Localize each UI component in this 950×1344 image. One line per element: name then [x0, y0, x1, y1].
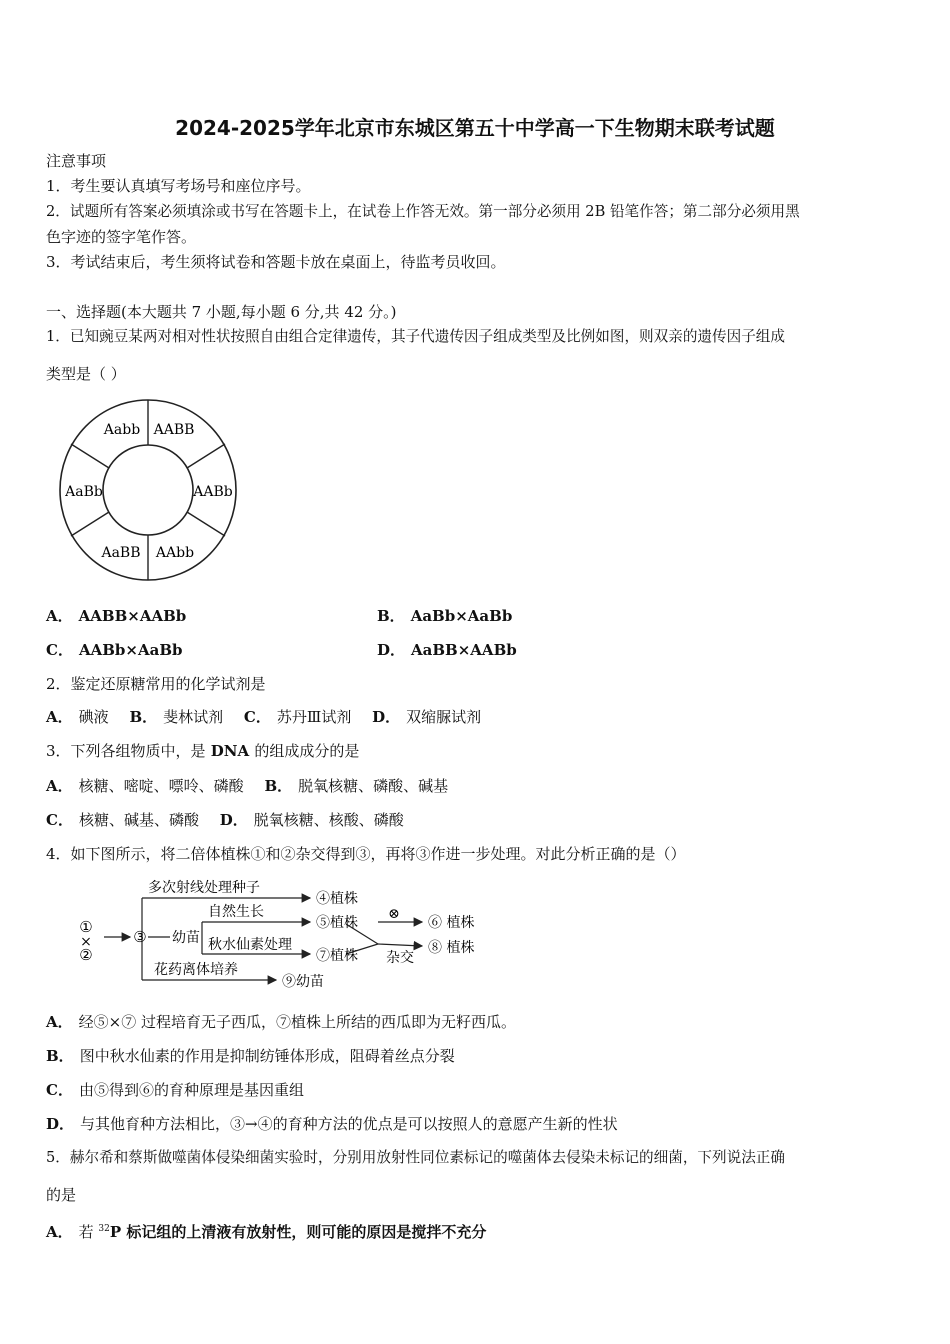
- parent-1: ①: [79, 918, 93, 936]
- option-c[interactable]: [46, 1080, 304, 1100]
- option-text: P 标记组的上清液有放射性，则可能的原因是搅拌不充分: [109, 1223, 487, 1241]
- crossing-label: 杂交: [386, 950, 414, 966]
- option-text: 与其他育种方法相比，③→④的育种方法的优点是可以按照人的意愿产生新的性状: [80, 1115, 618, 1133]
- option-text: 苏丹Ⅲ试剂: [276, 708, 352, 726]
- option-text: 经⑤×⑦ 过程培育无子西瓜，⑦植株上所结的西瓜即为无籽西瓜。: [78, 1013, 516, 1031]
- option-text: 核糖、嘧啶、嘌呤、磷酸: [78, 777, 244, 795]
- hybrid-3: ③: [133, 928, 147, 946]
- ring-label-aabb-upper: AABB: [153, 422, 195, 438]
- result-6: ⑥ 植株: [428, 915, 475, 931]
- question-1-text-cont: 类型是（ ）: [46, 365, 126, 383]
- question-5-text-cont: 的是: [46, 1186, 77, 1204]
- option-c[interactable]: [244, 708, 351, 726]
- branch-natural-label: 自然生长: [208, 904, 264, 920]
- branch-colchicine-result: ⑦植株: [316, 948, 358, 964]
- option-text: AaBb×AaBb: [410, 607, 513, 625]
- question-stem: 下列各组物质中，是: [70, 742, 206, 760]
- question-3-text: [46, 741, 359, 761]
- ring-label-bottom-right: AAbb: [155, 545, 195, 561]
- seedling-label: 幼苗: [172, 930, 200, 946]
- question-5-text: [46, 1148, 785, 1168]
- question-stem-bold: DNA: [205, 742, 255, 760]
- option-text: AABb×AaBb: [78, 641, 183, 659]
- option-a[interactable]: [46, 1012, 516, 1032]
- page-title: 2024-2025学年北京市东城区第五十中学高一下生物期末联考试题: [175, 116, 775, 140]
- section-heading: 一、选择题(本大题共 7 小题,每小题 6 分,共 42 分。): [46, 303, 397, 321]
- superscript: 32: [98, 1224, 110, 1234]
- ring-label-right: AABb: [193, 484, 233, 500]
- option-d[interactable]: [46, 1114, 618, 1134]
- branch-natural-result: ⑤植株: [316, 915, 358, 931]
- question-stem: 赫尔希和蔡斯做噬菌体侵染细菌实验时，分别用放射性同位素标记的噬菌体去侵染未标记的细菌，下列说法正确: [69, 1149, 785, 1166]
- question-3-options-row2: [46, 810, 404, 830]
- notice-item: 1．考生要认真填写考场号和座位序号。: [46, 177, 311, 195]
- question-number: 2．: [46, 675, 71, 693]
- option-label: C．: [243, 708, 271, 726]
- option-a[interactable]: [46, 1219, 486, 1242]
- ring-label-left: AaBb: [65, 484, 103, 500]
- option-label: A．: [46, 1223, 73, 1241]
- option-text: 若: [78, 1223, 99, 1241]
- option-text: 碘液: [78, 708, 109, 726]
- option-b[interactable]: [264, 777, 448, 795]
- question-stem: 如下图所示，将二倍体植株①和②杂交得到③，再将③作进一步处理。对此分析正确的是（）: [70, 845, 686, 863]
- branch-anther-result: ⑨幼苗: [282, 974, 324, 990]
- question-stem: 的组成成分的是: [254, 742, 360, 760]
- branch-radiation-result: ④植株: [316, 891, 358, 907]
- question-stem: 鉴定还原糖常用的化学试剂是: [70, 675, 266, 693]
- question-2-text: [46, 674, 266, 694]
- question-1-text: [46, 327, 785, 347]
- option-b[interactable]: [129, 708, 223, 726]
- option-label: A．: [46, 777, 73, 795]
- option-text: 由⑤得到⑥的育种原理是基因重组: [78, 1081, 304, 1099]
- option-a[interactable]: [46, 606, 186, 626]
- branch-radiation-label: 多次射线处理种子: [148, 880, 260, 896]
- option-label: D．: [377, 641, 406, 659]
- option-label: D．: [219, 811, 248, 829]
- question-stem: 已知豌豆某两对相对性状按照自由组合定律遗传，其子代遗传因子组成类型及比例如图，则双亲的遗传因子组成: [69, 328, 785, 345]
- question-4-text: [46, 844, 686, 864]
- ring-label-bottom-left: AaBB: [101, 545, 141, 561]
- option-text: AABB×AABb: [78, 607, 187, 625]
- option-label: D．: [372, 708, 401, 726]
- cross-sign: ×: [80, 934, 92, 950]
- question-number: 5．: [46, 1149, 70, 1166]
- option-label: C．: [46, 1081, 73, 1099]
- breeding-flow-figure: [70, 874, 490, 1002]
- option-a[interactable]: [46, 777, 244, 795]
- option-label: D．: [46, 1115, 75, 1133]
- question-number: 4．: [46, 845, 71, 863]
- option-label: C．: [46, 811, 73, 829]
- option-text: 核糖、碱基、磷酸: [78, 811, 199, 829]
- notice-item: 色字迹的签字笔作答。: [46, 228, 197, 246]
- branch-anther-label: 花药离体培养: [154, 962, 238, 978]
- notice-item: 3．考试结束后，考生须将试卷和答题卡放在桌面上，待监考员收回。: [46, 253, 506, 271]
- option-c[interactable]: [46, 640, 183, 660]
- question-number: 1．: [46, 328, 70, 345]
- notice-heading: 注意事项: [46, 152, 107, 170]
- option-text: 脱氧核糖、磷酸、碱基: [298, 777, 449, 795]
- option-a[interactable]: [46, 708, 109, 726]
- option-text: 脱氧核糖、核酸、磷酸: [253, 811, 404, 829]
- option-b[interactable]: [377, 606, 512, 626]
- option-d[interactable]: [377, 640, 517, 660]
- question-3-options-row1: [46, 776, 448, 796]
- option-label: B．: [264, 777, 293, 795]
- branch-colchicine-label: 秋水仙素处理: [208, 937, 292, 953]
- question-2-options: [46, 707, 481, 727]
- option-d[interactable]: [372, 708, 481, 726]
- selfing-symbol: ⊗: [388, 906, 400, 922]
- result-8: ⑧ 植株: [428, 940, 475, 956]
- option-d[interactable]: [220, 811, 404, 829]
- option-label: A．: [46, 607, 73, 625]
- option-label: B．: [129, 708, 158, 726]
- ring-label-aabb: Aabb: [103, 422, 141, 438]
- option-text: 双缩脲试剂: [406, 708, 482, 726]
- option-label: A．: [46, 1013, 73, 1031]
- option-c[interactable]: [46, 811, 199, 829]
- option-text: AaBB×AABb: [411, 641, 517, 659]
- option-b[interactable]: [46, 1046, 455, 1066]
- option-text: 斐林试剂: [163, 708, 224, 726]
- question-number: 3．: [46, 742, 71, 760]
- option-label: B．: [377, 607, 405, 625]
- option-label: A．: [46, 708, 73, 726]
- notice-item: 2．试题所有答案必须填涂或书写在答题卡上，在试卷上作答无效。第一部分必须用 2B 铅笔作答；第二部分必须用黑: [46, 203, 800, 220]
- option-text: 图中秋水仙素的作用是抑制纺锤体形成，阻碍着丝点分裂: [79, 1047, 455, 1065]
- genotype-ring-figure: [58, 398, 240, 582]
- option-label: C．: [46, 641, 73, 659]
- option-label: B．: [46, 1047, 74, 1065]
- parent-2: ②: [79, 946, 93, 964]
